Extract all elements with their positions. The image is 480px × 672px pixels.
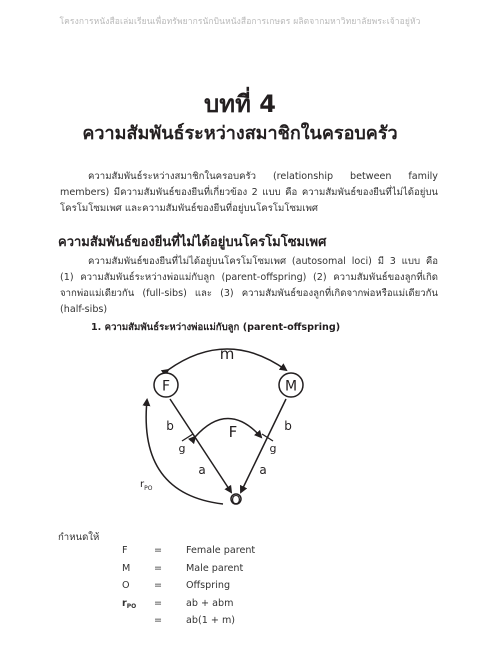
running-header: โครงการหนังสือเล่มเรียนเพื่อทรัพยากรนักบินหนังสือการเกษตร ผลิตจากมหาวิทยาลัยพระเจ้าอยู่หัว xyxy=(59,17,421,27)
definition-value: Female parent xyxy=(186,545,256,556)
definition-value: Offspring xyxy=(186,580,231,591)
definition-equals: = xyxy=(154,562,163,574)
definition-value: Male parent xyxy=(186,562,244,574)
definition-symbol: O xyxy=(122,580,130,591)
node-o: O xyxy=(231,493,241,507)
definition-symbol: M xyxy=(122,562,131,574)
definition-equals: = xyxy=(154,597,163,609)
chapter-title: ความสัมพันธ์ระหว่างสมาชิกในครอบครัว xyxy=(82,123,398,144)
definition-equals: = xyxy=(154,580,163,591)
path-diagram xyxy=(110,336,350,516)
label-a-right: a xyxy=(259,463,267,477)
label-g-left: g xyxy=(178,442,186,455)
node-m: M xyxy=(284,378,298,395)
label-r: $r_{PO}$ xyxy=(140,479,153,492)
label-g-right: g xyxy=(269,442,277,455)
subsection-heading: 1. ความสัมพันธ์ระหว่างพ่อแม่กับลูก (parent-offspring) xyxy=(91,322,341,333)
node-f: F xyxy=(161,378,171,395)
chapter-number: บทที่ 4 xyxy=(204,90,276,118)
definition-equals: = xyxy=(154,615,163,626)
definitions-intro: กำหนดให้ xyxy=(58,532,100,543)
definition-symbol: $r_{PO}$ xyxy=(122,597,137,610)
m-to-o-arrow xyxy=(241,399,286,492)
definition-value: ab + abm xyxy=(186,597,234,609)
tick-left xyxy=(182,434,193,441)
definition-symbol: F xyxy=(122,545,128,556)
label-F: F xyxy=(228,423,238,441)
section-paragraph: ความสัมพันธ์ของยีนที่ไม่ได้อยู่บนโครโมโซมเพศ (autosomal loci) มี 3 แบบ คือ (1) ความสัมพันธ์ระหว่างพ่อแม่กับลูก (parent-offspring) (2) ความสัมพันธ์ของลูกที่เกิดจากพ่อแม่เดียวกัน (full-sibs) และ (3) ความสัมพันธ์ของลูกที่เกิดจากพ่อหรือแม่เดียวกัน (half-sibs) xyxy=(60,256,438,315)
tick-right xyxy=(262,434,273,441)
label-b-right: b xyxy=(284,419,292,433)
label-a-left: a xyxy=(198,463,206,477)
definition-equals: = xyxy=(154,545,163,556)
label-m: m xyxy=(219,345,235,363)
intro-paragraph: ความสัมพันธ์ระหว่างสมาชิกในครอบครัว (relationship between family members) มีความสัมพันธ์ของยีนที่เกี่ยวข้อง 2 แบบ คือ ความสัมพันธ์ของยีนที่ไม่ได้อยู่บนโครโมโซมเพศ และความสัมพันธ์ของยีนที่อยู่บนโครโมโซมเพศ xyxy=(60,171,438,214)
label-b-left: b xyxy=(166,419,174,433)
section-heading: ความสัมพันธ์ของยีนที่ไม่ได้อยู่บนโครโมโซมเพศ xyxy=(58,235,327,250)
definition-value: ab(1 + m) xyxy=(186,615,236,626)
